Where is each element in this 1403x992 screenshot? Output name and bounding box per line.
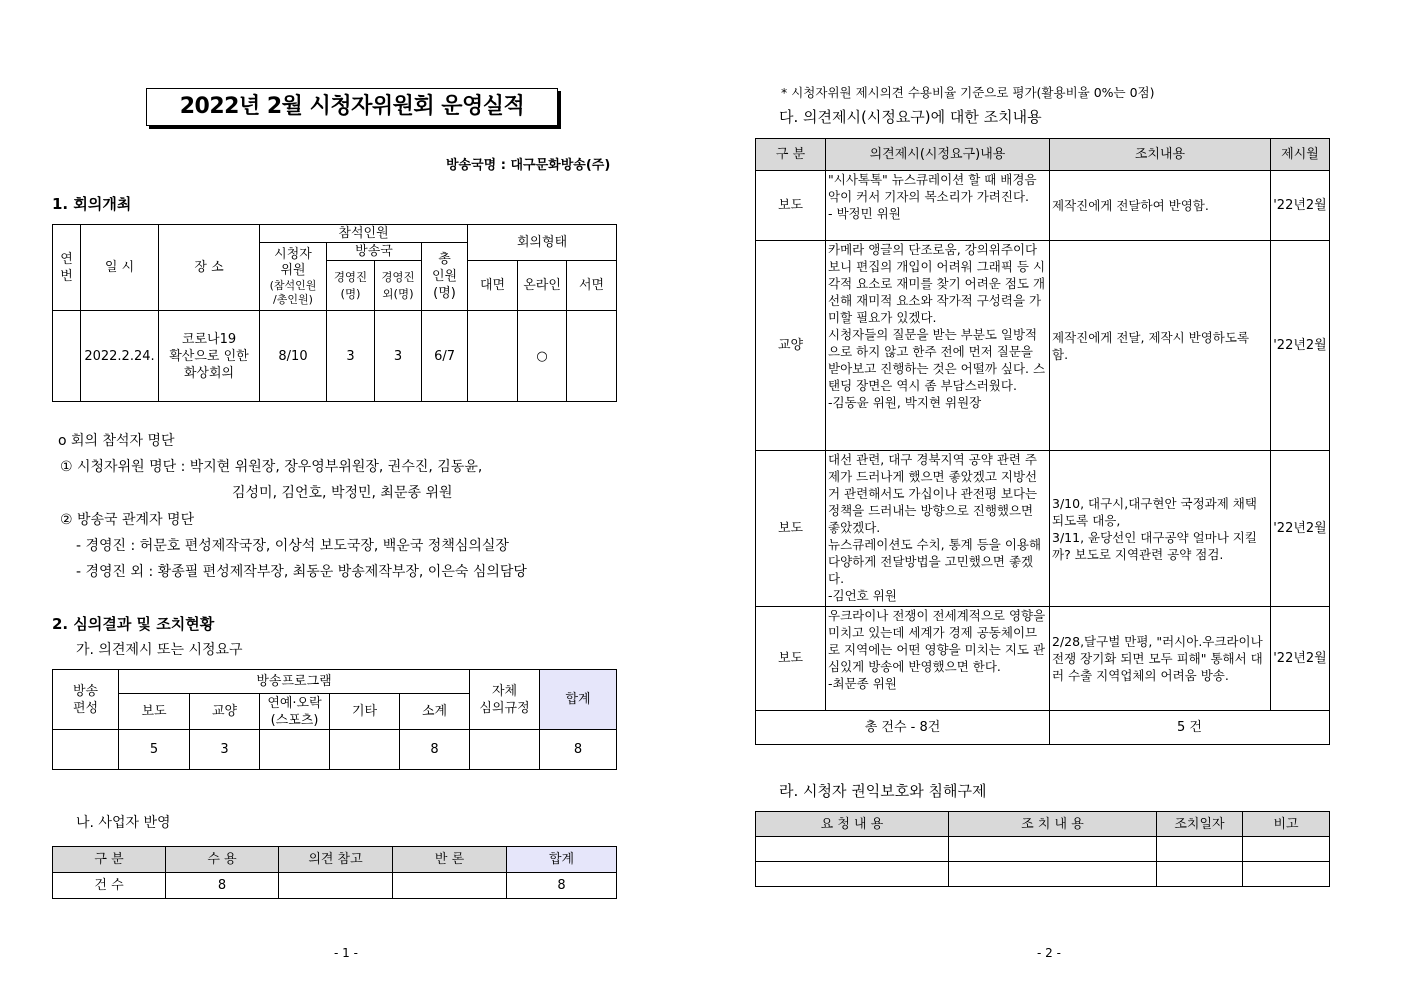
th-action: 조치내용 <box>1050 139 1271 171</box>
cell-ref <box>279 873 393 899</box>
row-content: "시사톡톡" 뉴스큐레이션 할 때 배경음악이 커서 기자의 목소리가 가려진다. - 박정민 위원 <box>826 171 1050 241</box>
th-cat: 구 분 <box>756 139 826 171</box>
total-count: 총 건수 - 8건 <box>756 711 1050 745</box>
th-written: 서면 <box>567 261 617 311</box>
cell-viewer: 8/10 <box>260 311 327 402</box>
th-date: 제시월 <box>1271 139 1330 171</box>
th-date: 일 시 <box>81 225 159 311</box>
attendees-line-1: ① 시청자위원 명단 : 박지현 위원장, 장우영부위원장, 권수진, 김동윤, <box>60 459 483 475</box>
th-no: 연 번 <box>53 225 81 311</box>
section-da: 다. 의견제시(시정요구)에 대한 조치내용 <box>779 108 1042 126</box>
cell-edu: 3 <box>190 730 260 770</box>
th-measure-date: 조치일자 <box>1157 812 1243 837</box>
section-ra: 라. 시청자 권익보호와 침해구제 <box>779 782 987 800</box>
th-total: 합계 <box>540 670 617 730</box>
meeting-table <box>52 224 617 402</box>
cell-nonexec: 3 <box>375 311 422 402</box>
page-number-1: - 1 - <box>334 946 358 960</box>
th-attendance: 참석인원 <box>260 225 468 243</box>
th-prog: 방송프로그램 <box>119 670 470 694</box>
attendees-line-5: - 경영진 외 : 황종필 편성제작부장, 최동운 방송제작부장, 이은숙 심의담당 <box>76 564 527 580</box>
table-row <box>756 607 1330 711</box>
th-inperson: 대면 <box>468 261 518 311</box>
th-exec: 경영진 (명) <box>327 261 375 311</box>
row-action: 제작진에게 전달하여 반영함. <box>1050 171 1271 241</box>
th-news: 보도 <box>119 694 190 730</box>
action-table <box>755 138 1330 745</box>
attendees-heading: o 회의 참석자 명단 <box>58 433 175 449</box>
th-sub: 소계 <box>400 694 470 730</box>
table-row <box>756 171 1330 241</box>
row-cat: 보도 <box>756 171 826 241</box>
cell-total: 8 <box>507 873 617 899</box>
cell-date: 2022.2.24. <box>81 311 159 402</box>
rights-table <box>755 811 1330 887</box>
row-action: 2/28,달구벌 만평, "러시아.우크라이나 전쟁 장기화 되면 모두 피해" 통해서 대러 수출 지역업체의 어려움 방송. <box>1050 607 1271 711</box>
cell-rebut <box>393 873 507 899</box>
program-table <box>52 669 617 770</box>
th-place: 장 소 <box>159 225 260 311</box>
row-content: 대선 관련, 대구 경북지역 공약 관련 주제가 드러나게 했으면 좋았겠고 지방선거 관련해서도 가십이나 관전평 보다는 정책을 드러내는 방향으로 진행했으면 좋았겠다. 뉴스큐레이션도 수치, 통계 등을 이용해 다양하게 전달방법을 고민했으면 좋겠다. -김언호 위원 <box>826 451 1050 607</box>
row-date: '22년2월 <box>1271 171 1330 241</box>
row-content: 카메라 앵글의 단조로움, 강의위주이다 보니 편집의 개입이 어려워 그래픽 등 시각적 요소로 재미를 찾기 어려운 점도 개선해 재미적 요소와 작가적 구성력을 가미할 필요가 있겠다. 시청자들의 질문을 받는 부분도 일방적으로 하지 않고 한주 전에 먼저 질문을 받아보고 진행하는 것은 어떨까 싶다. 스탠딩 장면은 역시 좀 부담스러웠다. -김동윤 위원, 박지현 위원장 <box>826 241 1050 451</box>
total-action: 5 건 <box>1050 711 1330 745</box>
row-date: '22년2월 <box>1271 607 1330 711</box>
row-action: 3/10, 대구시,대구현안 국정과제 채택되도록 대응, 3/11, 윤당선인 대구공약 얼마나 지킬까? 보도로 지역관련 공약 점검. <box>1050 451 1271 607</box>
th-measure: 조 치 내 용 <box>949 812 1157 837</box>
cell-total: 6/7 <box>422 311 468 402</box>
row-action: 제작진에게 전달, 제작시 반영하도록 함. <box>1050 241 1271 451</box>
attendees-line-2: 김성미, 김언호, 박정민, 최문종 위원 <box>232 485 453 501</box>
row-cat: 보도 <box>756 451 826 607</box>
cell-sub: 8 <box>400 730 470 770</box>
th-content: 의견제시(시정요구)내용 <box>826 139 1050 171</box>
page-number-2: - 2 - <box>1037 946 1061 960</box>
th-ent: 연예·오락 (스포츠) <box>260 694 330 730</box>
row-date: '22년2월 <box>1271 241 1330 451</box>
th-edu: 교양 <box>190 694 260 730</box>
cell-inperson <box>468 311 518 402</box>
section-2-na: 나. 사업자 반영 <box>76 815 171 831</box>
th-form: 회의형태 <box>468 225 617 261</box>
cell-cat: 건 수 <box>53 873 166 899</box>
broadcaster-name: 방송국명 : 대구문화방송(주) <box>446 158 611 173</box>
th-total: 합계 <box>507 847 617 873</box>
th-request: 요 청 내 용 <box>756 812 949 837</box>
th-rebut: 반 론 <box>393 847 507 873</box>
reflection-table <box>52 846 617 899</box>
cell-exec: 3 <box>327 311 375 402</box>
th-accept: 수 용 <box>166 847 279 873</box>
th-org: 방송 편성 <box>53 670 119 730</box>
attendees-line-4: - 경영진 : 허문호 편성제작국장, 이상석 보도국장, 백운국 정책심의실장 <box>76 538 509 554</box>
cell-news: 5 <box>119 730 190 770</box>
evaluation-note: * 시청자위원 제시의견 수용비율 기준으로 평가(활용비율 0%는 0점) <box>781 85 1155 100</box>
row-cat: 보도 <box>756 607 826 711</box>
cell-self <box>470 730 540 770</box>
cell-online: ○ <box>518 311 567 402</box>
th-viewer-members: 시청자 위원 (참석인원 /총인원) <box>260 243 327 311</box>
cell-place: 코로나19 확산으로 인한 화상회의 <box>159 311 260 402</box>
th-note: 비고 <box>1243 812 1330 837</box>
cell-ent <box>260 730 330 770</box>
section-2-heading: 2. 심의결과 및 조치현황 <box>52 615 215 633</box>
cell-org <box>53 730 119 770</box>
th-self: 자체 심의규정 <box>470 670 540 730</box>
cell-written <box>567 311 617 402</box>
row-date: '22년2월 <box>1271 451 1330 607</box>
row-cat: 교양 <box>756 241 826 451</box>
th-cat: 구 분 <box>53 847 166 873</box>
cell-total: 8 <box>540 730 617 770</box>
page-title: 2022년 2월 시청자위원회 운영실적 <box>146 88 558 126</box>
th-nonexec: 경영진 외(명) <box>375 261 422 311</box>
section-1-heading: 1. 회의개최 <box>52 195 132 213</box>
th-etc: 기타 <box>330 694 400 730</box>
attendees-line-3: ② 방송국 관계자 명단 <box>60 512 195 528</box>
th-station: 방송국 <box>327 243 422 261</box>
th-online: 온라인 <box>518 261 567 311</box>
cell-etc <box>330 730 400 770</box>
table-row <box>756 451 1330 607</box>
table-row <box>756 241 1330 451</box>
th-ref: 의견 참고 <box>279 847 393 873</box>
cell-accept: 8 <box>166 873 279 899</box>
row-content: 우크라이나 전쟁이 전세계적으로 영향을 미치고 있는데 세계가 경제 공동체이므로 지역에는 어떤 영향을 미치는 지도 관심있게 방송에 반영했으면 한다. -최문종 위원 <box>826 607 1050 711</box>
th-total: 총 인원 (명) <box>422 243 468 311</box>
cell-no <box>53 311 81 402</box>
section-2-ga: 가. 의견제시 또는 시정요구 <box>76 642 243 658</box>
